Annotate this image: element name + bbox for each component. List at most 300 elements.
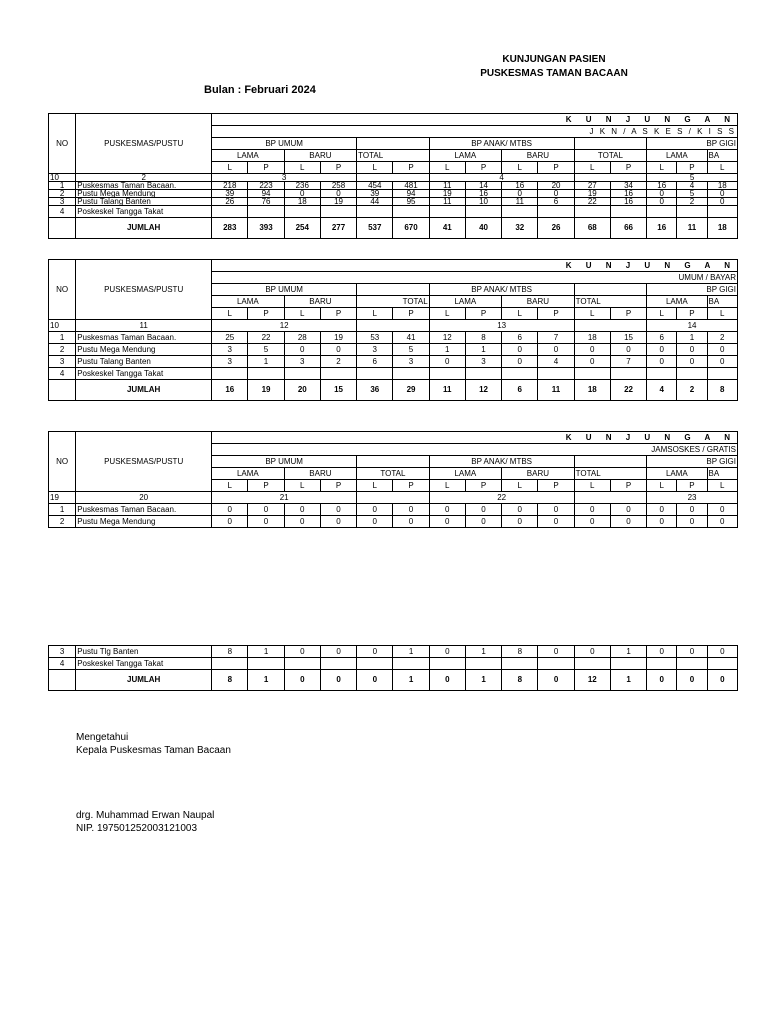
value-cell: 11: [429, 198, 465, 206]
value-cell: 1: [610, 646, 646, 658]
value-cell: 0: [707, 516, 737, 528]
total-row: [49, 380, 738, 401]
value-cell: [707, 658, 737, 670]
bp-umum-header: BP UMUM: [212, 138, 357, 150]
value-cell: 6: [538, 198, 574, 206]
value-cell: 0: [707, 504, 737, 516]
value-cell: 3: [212, 344, 248, 356]
l-header: L: [707, 162, 737, 174]
bp-umum-header: BP UMUM: [212, 456, 357, 468]
value-cell: 25: [212, 332, 248, 344]
value-cell: 0: [610, 504, 646, 516]
p-header: P: [610, 480, 646, 492]
value-cell: 454: [357, 182, 393, 190]
jumlah-label: JUMLAH: [76, 670, 212, 691]
p-header: P: [538, 162, 574, 174]
value-cell: 0: [429, 516, 465, 528]
value-cell: 3: [212, 356, 248, 368]
p-header: P: [677, 162, 707, 174]
value-cell: [429, 658, 465, 670]
value-cell: 5: [393, 344, 429, 356]
value-cell: 223: [248, 182, 284, 190]
no-header: NO: [49, 432, 76, 492]
facility-name: Poskeskel Tangga Takat: [76, 368, 212, 380]
value-cell: 0: [465, 516, 501, 528]
total-cell: 2: [677, 380, 707, 401]
p-header: P: [320, 308, 356, 320]
jumlah-label: JUMLAH: [76, 380, 212, 401]
value-cell: 0: [465, 504, 501, 516]
total-cell: 19: [248, 380, 284, 401]
total-cell: 11: [429, 380, 465, 401]
lama-header: LAMA: [212, 296, 285, 308]
value-cell: 3: [393, 356, 429, 368]
signer-block: [76, 809, 214, 835]
l-header: L: [357, 308, 393, 320]
value-cell: [647, 206, 677, 218]
l-header: L: [502, 308, 538, 320]
value-cell: 1: [677, 332, 707, 344]
value-cell: 0: [647, 356, 677, 368]
value-cell: 2: [677, 198, 707, 206]
value-cell: 0: [393, 516, 429, 528]
total-cell: 6: [502, 380, 538, 401]
value-cell: [429, 368, 465, 380]
value-cell: 7: [610, 356, 646, 368]
value-cell: 0: [320, 504, 356, 516]
value-cell: 0: [647, 504, 677, 516]
index-cell: 22: [429, 492, 574, 504]
total-cell: 15: [320, 380, 356, 401]
value-cell: [574, 206, 610, 218]
facility-name: Poskeskel Tangga Takat: [76, 206, 212, 218]
total-cell: 8: [212, 670, 248, 691]
value-cell: [320, 206, 356, 218]
p-header: P: [393, 308, 429, 320]
total-cell: 283: [212, 218, 248, 239]
signer-nip: NIP. 197501252003121003: [76, 823, 198, 834]
facility-name: Pustu Mega Mendung: [76, 516, 212, 528]
baru-header: BARU: [502, 296, 575, 308]
row-number: 3: [49, 198, 76, 206]
value-cell: 18: [707, 182, 737, 190]
value-cell: 1: [248, 646, 284, 658]
value-cell: [212, 368, 248, 380]
value-cell: 19: [429, 190, 465, 198]
value-cell: 14: [465, 182, 501, 190]
total-cell: 18: [707, 218, 737, 239]
facility-name: Pustu Talang Banten: [76, 356, 212, 368]
row-number: 1: [49, 332, 76, 344]
table-jamsoskes: [48, 431, 738, 528]
total-cell: 36: [357, 380, 393, 401]
value-cell: 0: [502, 516, 538, 528]
value-cell: [248, 206, 284, 218]
value-cell: 0: [707, 646, 737, 658]
value-cell: [677, 206, 707, 218]
lama-header: LAMA: [647, 150, 707, 162]
l-header: L: [647, 480, 677, 492]
value-cell: 16: [647, 182, 677, 190]
value-cell: 0: [212, 504, 248, 516]
row-number: 3: [49, 646, 76, 658]
baru-header: BARU: [284, 296, 357, 308]
value-cell: 6: [502, 332, 538, 344]
table-row: [49, 206, 738, 218]
facility-name: Puskesmas Taman Bacaan.: [76, 182, 212, 190]
p-header: P: [538, 308, 574, 320]
l-header: L: [647, 308, 677, 320]
value-cell: 0: [647, 516, 677, 528]
p-header: P: [248, 480, 284, 492]
l-header: L: [574, 480, 610, 492]
table-row: [49, 516, 738, 528]
value-cell: 20: [538, 182, 574, 190]
total-cell: 0: [538, 670, 574, 691]
value-cell: 0: [284, 516, 320, 528]
value-cell: 11: [429, 182, 465, 190]
value-cell: [574, 368, 610, 380]
lama-header: LAMA: [429, 150, 502, 162]
value-cell: 0: [538, 190, 574, 198]
table-row: [49, 332, 738, 344]
value-cell: 0: [357, 504, 393, 516]
value-cell: 39: [357, 190, 393, 198]
value-cell: [538, 206, 574, 218]
index-cell: 4: [429, 174, 574, 182]
value-cell: 94: [393, 190, 429, 198]
l-header: L: [574, 308, 610, 320]
facility-name: Pustu Tlg Banten: [76, 646, 212, 658]
report-title: KUNJUNGAN PASIEN: [502, 54, 606, 65]
total-cell: 18: [574, 380, 610, 401]
value-cell: 0: [212, 516, 248, 528]
row-number: 2: [49, 190, 76, 198]
p-header: P: [465, 308, 501, 320]
p-header: P: [393, 480, 429, 492]
value-cell: 3: [465, 356, 501, 368]
index-cell: 2: [76, 174, 212, 182]
value-cell: 0: [248, 516, 284, 528]
value-cell: 18: [284, 198, 320, 206]
total-cell: 0: [677, 670, 707, 691]
puskesmas-header: PUSKESMAS/PUSTU: [76, 114, 212, 174]
value-cell: 26: [212, 198, 248, 206]
value-cell: 0: [320, 344, 356, 356]
bp-gigi-header: BP GIGI: [647, 284, 738, 296]
total-cell: 68: [574, 218, 610, 239]
p-header: P: [677, 480, 707, 492]
value-cell: [647, 368, 677, 380]
lama-header: LAMA: [212, 468, 285, 480]
value-cell: 0: [538, 344, 574, 356]
table-row: [49, 344, 738, 356]
value-cell: 0: [647, 344, 677, 356]
facility-name: Puskesmas Taman Bacaan.: [76, 504, 212, 516]
index-cell: 20: [76, 492, 212, 504]
value-cell: 0: [610, 344, 646, 356]
value-cell: 76: [248, 198, 284, 206]
value-cell: 1: [465, 344, 501, 356]
value-cell: 0: [574, 646, 610, 658]
baru-header: BARU: [284, 150, 357, 162]
value-cell: 53: [357, 332, 393, 344]
p-header: P: [538, 480, 574, 492]
p-header: P: [677, 308, 707, 320]
total-cell: 11: [677, 218, 707, 239]
row-number: 4: [49, 368, 76, 380]
signature-block: [76, 731, 231, 757]
value-cell: [502, 206, 538, 218]
index-cell: 21: [212, 492, 357, 504]
value-cell: 1: [393, 646, 429, 658]
bp-gigi-header: BP GIGI: [647, 138, 738, 150]
ba-header: BA: [707, 468, 737, 480]
index-cell: 19: [49, 492, 76, 504]
value-cell: 0: [502, 356, 538, 368]
category-header: JAMSOSKES / GRATIS: [212, 444, 738, 456]
value-cell: 0: [610, 516, 646, 528]
total-cell: 41: [429, 218, 465, 239]
total-cell: 0: [707, 670, 737, 691]
row-number: 1: [49, 504, 76, 516]
total-cell: 1: [610, 670, 646, 691]
value-cell: [248, 658, 284, 670]
value-cell: 18: [574, 332, 610, 344]
value-cell: [538, 368, 574, 380]
total-cell: 29: [393, 380, 429, 401]
no-header: NO: [49, 114, 76, 174]
bp-anak-header: BP ANAK/ MTBS: [429, 456, 574, 468]
total-cell: 11: [538, 380, 574, 401]
baru-header: BARU: [284, 468, 357, 480]
l-header: L: [574, 162, 610, 174]
index-cell: 13: [429, 320, 574, 332]
baru-header: BARU: [502, 468, 575, 480]
jumlah-label: JUMLAH: [76, 218, 212, 239]
puskesmas-header: PUSKESMAS/PUSTU: [76, 260, 212, 320]
total-header: TOTAL: [357, 468, 430, 480]
index-cell: 23: [647, 492, 738, 504]
value-cell: [248, 368, 284, 380]
table-row: [49, 646, 738, 658]
value-cell: 0: [574, 344, 610, 356]
total-cell: 20: [284, 380, 320, 401]
total-cell: 1: [248, 670, 284, 691]
value-cell: 15: [610, 332, 646, 344]
total-cell: 12: [465, 380, 501, 401]
facility-name: Puskesmas Taman Bacaan.: [76, 332, 212, 344]
index-cell: 14: [647, 320, 738, 332]
row-number: 1: [49, 182, 76, 190]
value-cell: [393, 658, 429, 670]
value-cell: 481: [393, 182, 429, 190]
p-header: P: [465, 162, 501, 174]
bp-umum-header: BP UMUM: [212, 284, 357, 296]
value-cell: 0: [502, 504, 538, 516]
value-cell: 34: [610, 182, 646, 190]
value-cell: 0: [429, 646, 465, 658]
row-number: 4: [49, 206, 76, 218]
l-header: L: [284, 308, 320, 320]
value-cell: 0: [248, 504, 284, 516]
facility-name: Poskeskel Tangga Takat: [76, 658, 212, 670]
total-row: [49, 670, 738, 691]
l-header: L: [212, 308, 248, 320]
value-cell: 0: [707, 190, 737, 198]
total-header: TOTAL: [574, 296, 647, 308]
value-cell: 4: [677, 182, 707, 190]
value-cell: [465, 206, 501, 218]
value-cell: 6: [357, 356, 393, 368]
category-header: J K N / A S K E S / K I S S: [212, 126, 738, 138]
value-cell: 16: [610, 190, 646, 198]
value-cell: 0: [502, 190, 538, 198]
value-cell: 11: [502, 198, 538, 206]
value-cell: 12: [429, 332, 465, 344]
p-header: P: [248, 162, 284, 174]
total-cell: 12: [574, 670, 610, 691]
value-cell: [502, 368, 538, 380]
total-cell: 254: [284, 218, 320, 239]
l-header: L: [212, 480, 248, 492]
total-cell: 0: [647, 670, 677, 691]
row-number: 3: [49, 356, 76, 368]
category-header: UMUM / BAYAR: [212, 272, 738, 284]
value-cell: [429, 206, 465, 218]
value-cell: 0: [538, 646, 574, 658]
value-cell: 0: [647, 190, 677, 198]
bp-anak-header: BP ANAK/ MTBS: [429, 284, 574, 296]
l-header: L: [647, 162, 677, 174]
l-header: L: [284, 480, 320, 492]
value-cell: 0: [320, 516, 356, 528]
ba-header: BA: [707, 296, 737, 308]
total-cell: 8: [502, 670, 538, 691]
value-cell: 0: [574, 516, 610, 528]
p-header: P: [320, 480, 356, 492]
row-number: 2: [49, 344, 76, 356]
value-cell: 0: [677, 344, 707, 356]
total-cell: 22: [610, 380, 646, 401]
value-cell: 0: [677, 356, 707, 368]
l-header: L: [357, 480, 393, 492]
value-cell: 0: [320, 190, 356, 198]
value-cell: 95: [393, 198, 429, 206]
table-row: [49, 190, 738, 198]
value-cell: 1: [465, 646, 501, 658]
p-header: P: [393, 162, 429, 174]
value-cell: [610, 206, 646, 218]
index-cell: 3: [212, 174, 357, 182]
value-cell: [284, 206, 320, 218]
value-cell: 0: [707, 344, 737, 356]
value-cell: [284, 658, 320, 670]
value-cell: 19: [574, 190, 610, 198]
table-row: [49, 658, 738, 670]
l-header: L: [707, 308, 737, 320]
kunjungan-header: K U N J U N G A N: [212, 260, 738, 272]
value-cell: 0: [677, 516, 707, 528]
value-cell: [212, 658, 248, 670]
total-cell: 40: [465, 218, 501, 239]
index-cell: 11: [76, 320, 212, 332]
value-cell: 16: [610, 198, 646, 206]
value-cell: 19: [320, 198, 356, 206]
value-cell: 3: [357, 344, 393, 356]
total-cell: 393: [248, 218, 284, 239]
value-cell: 3: [284, 356, 320, 368]
value-cell: 1: [248, 356, 284, 368]
value-cell: 1: [429, 344, 465, 356]
value-cell: 0: [429, 504, 465, 516]
value-cell: 236: [284, 182, 320, 190]
lama-header: LAMA: [647, 296, 707, 308]
total-cell: 0: [357, 670, 393, 691]
kunjungan-header: K U N J U N G A N: [212, 432, 738, 444]
lama-header: LAMA: [647, 468, 707, 480]
value-cell: [707, 206, 737, 218]
facility-name: Pustu Talang Banten: [76, 198, 212, 206]
value-cell: 44: [357, 198, 393, 206]
value-cell: 2: [707, 332, 737, 344]
index-cell: 12: [212, 320, 357, 332]
value-cell: 0: [357, 516, 393, 528]
table-jkn: [48, 113, 738, 239]
total-cell: 0: [320, 670, 356, 691]
value-cell: 27: [574, 182, 610, 190]
value-cell: 8: [465, 332, 501, 344]
value-cell: 0: [677, 646, 707, 658]
lama-header: LAMA: [429, 296, 502, 308]
value-cell: [677, 368, 707, 380]
value-cell: 16: [502, 182, 538, 190]
total-cell: 1: [393, 670, 429, 691]
index-cell: 10: [49, 174, 76, 182]
value-cell: 0: [393, 504, 429, 516]
value-cell: 0: [647, 198, 677, 206]
index-cell: 10: [49, 320, 76, 332]
p-header: P: [465, 480, 501, 492]
facility-name: Pustu Mega Mendung: [76, 344, 212, 356]
value-cell: 10: [465, 198, 501, 206]
value-cell: 39: [212, 190, 248, 198]
value-cell: 16: [465, 190, 501, 198]
p-header: P: [248, 308, 284, 320]
value-cell: [574, 658, 610, 670]
value-cell: [357, 206, 393, 218]
ba-header: BA: [707, 150, 737, 162]
value-cell: 0: [647, 646, 677, 658]
total-cell: 66: [610, 218, 646, 239]
value-cell: 0: [538, 516, 574, 528]
total-cell: 4: [647, 380, 677, 401]
value-cell: 0: [284, 504, 320, 516]
value-cell: 0: [357, 646, 393, 658]
lama-header: LAMA: [212, 150, 285, 162]
value-cell: 19: [320, 332, 356, 344]
puskesmas-header: PUSKESMAS/PUSTU: [76, 432, 212, 492]
report-subtitle: PUSKESMAS TAMAN BACAAN: [480, 68, 628, 79]
row-number: 2: [49, 516, 76, 528]
value-cell: [320, 368, 356, 380]
value-cell: 0: [284, 344, 320, 356]
table-row: [49, 356, 738, 368]
value-cell: [465, 368, 501, 380]
total-cell: 16: [647, 218, 677, 239]
row-number: 4: [49, 658, 76, 670]
lama-header: LAMA: [429, 468, 502, 480]
